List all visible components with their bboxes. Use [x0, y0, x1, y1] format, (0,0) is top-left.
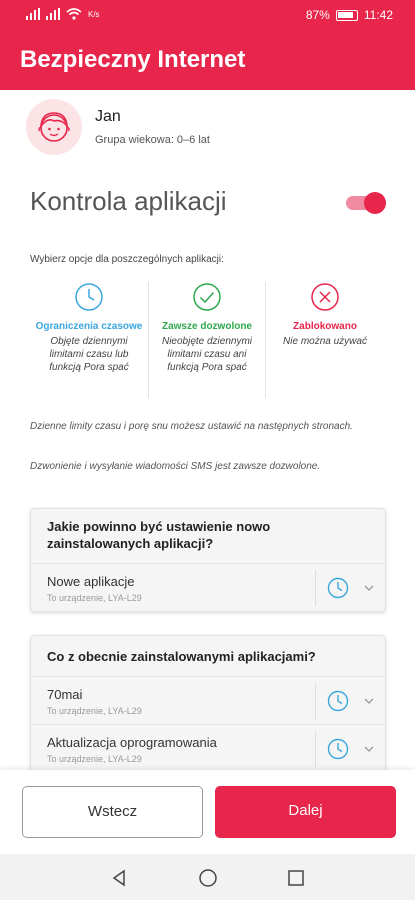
- signal-icon: [26, 8, 40, 20]
- option-label: Ograniczenia czasowe: [35, 321, 143, 332]
- option-always-allowed: [148, 282, 266, 398]
- section-title: Kontrola aplikacji: [30, 186, 227, 216]
- clock-icon[interactable]: [327, 577, 349, 599]
- app-row[interactable]: [31, 724, 385, 770]
- app-row[interactable]: [31, 676, 385, 724]
- avatar: [26, 99, 82, 155]
- clock-time: 11:42: [363, 8, 393, 22]
- option-label: Zablokowano: [293, 321, 357, 332]
- child-face-icon: [26, 99, 82, 155]
- next-button[interactable]: Dalej: [215, 786, 396, 838]
- options-legend: [30, 282, 386, 398]
- app-device: To urządzenie, LYA-L29: [47, 593, 142, 603]
- app-device: To urządzenie, LYA-L29: [47, 754, 142, 764]
- app-name: Aktualizacja oprogramowania: [47, 735, 217, 750]
- new-apps-card: [30, 508, 386, 612]
- app-name: 70mai: [47, 687, 83, 702]
- chevron-down-icon[interactable]: [363, 583, 375, 593]
- system-nav-bar: [0, 854, 415, 900]
- option-description: Objęte dziennymi limitami czasu lub funkcją Pora spać: [49, 336, 129, 373]
- x-circle-icon: [310, 282, 340, 312]
- page-title: Bezpieczny Internet: [20, 46, 246, 73]
- divider: [315, 683, 316, 719]
- divider: [315, 570, 316, 606]
- app-control-panel: [0, 164, 415, 770]
- option-description: Nieobjęte dziennymi limitami czasu ani funkcją Pora spać: [161, 336, 253, 373]
- battery-icon: [336, 10, 358, 21]
- installed-apps-card: [30, 635, 386, 770]
- back-button[interactable]: Wstecz: [22, 786, 203, 838]
- app-control-toggle[interactable]: [346, 192, 386, 214]
- toggle-knob: [364, 192, 386, 214]
- chevron-down-icon[interactable]: [363, 696, 375, 706]
- calls-sms-note: Dzwonienie i wysyłanie wiadomości SMS jest zawsze dozwolone.: [30, 461, 321, 472]
- card-question: Jakie powinno być ustawienie nowo zainstalowanych aplikacji?: [31, 509, 385, 563]
- battery-percent: 87%: [305, 8, 330, 22]
- daily-limits-note: Dzienne limity czasu i porę snu możesz ustawić na następnych stronach.: [30, 421, 353, 432]
- option-time-limits: [30, 282, 148, 398]
- status-bar: [0, 0, 415, 32]
- option-label: Zawsze dozwolone: [161, 321, 252, 332]
- chevron-down-icon[interactable]: [363, 744, 375, 754]
- child-name: Jan: [95, 108, 121, 125]
- app-device: To urządzenie, LYA-L29: [47, 706, 142, 716]
- check-circle-icon: [192, 282, 222, 312]
- app-bar: [0, 32, 415, 90]
- divider: [315, 731, 316, 767]
- recents-square-icon[interactable]: [287, 868, 305, 888]
- back-triangle-icon[interactable]: [110, 868, 128, 888]
- network-speed: K/s: [88, 9, 100, 19]
- clock-icon[interactable]: [327, 738, 349, 760]
- option-description: Nie można używać: [283, 336, 367, 347]
- clock-icon[interactable]: [327, 690, 349, 712]
- instruction-text: Wybierz opcje dla poszczególnych aplikacji:: [30, 254, 224, 265]
- app-name: Nowe aplikacje: [47, 574, 135, 589]
- option-blocked: [266, 282, 384, 398]
- card-question: Co z obecnie zainstalowanymi aplikacjami?: [31, 636, 385, 676]
- age-group: Grupa wiekowa: 0–6 lat: [95, 134, 210, 146]
- home-circle-icon[interactable]: [198, 868, 218, 888]
- child-profile: [0, 90, 415, 164]
- wifi-icon: [66, 8, 82, 20]
- signal-icon: [46, 8, 60, 20]
- clock-icon: [74, 282, 104, 312]
- app-row[interactable]: [31, 563, 385, 611]
- footer: [0, 770, 415, 854]
